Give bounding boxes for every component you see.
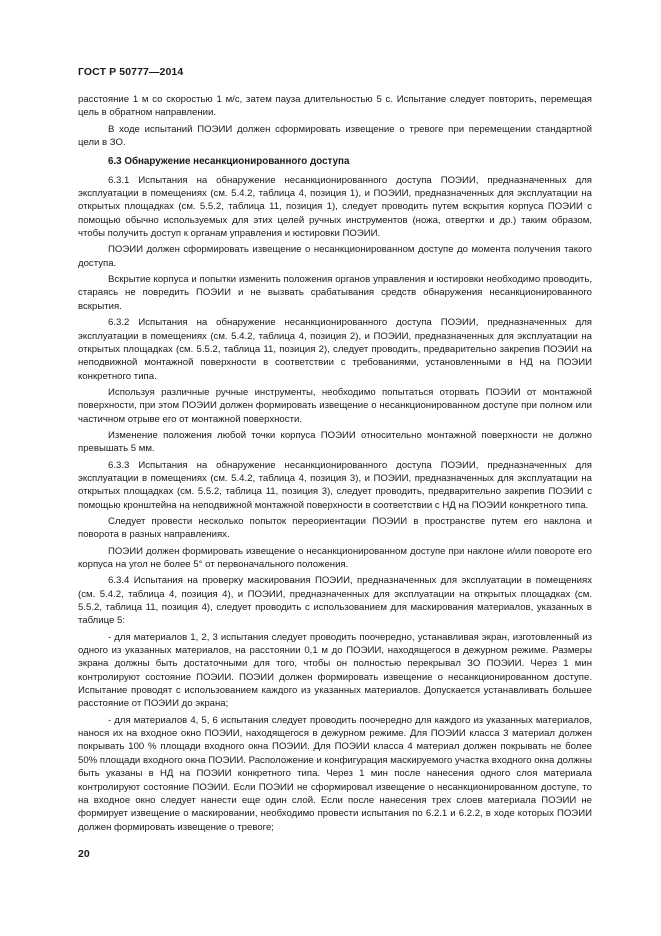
paragraph: 6.3.2 Испытания на обнаружение несанкционированного доступа ПОЭИИ, предназначенных для эксплуатации в помещениях (см. 5.4.2, таблица 4, позиция 2), и ПОЭИИ, предназначенных для эксплуатации на открытых площадках (см. 5.5.2, таблица 11, позиция 2), следует проводить, предварительно закрепив ПОЭИИ на неподвижной монтажной поверхности в соответствии с требованиями, установленными в НД на ПОЭИИ конкретного типа. bbox=[78, 317, 592, 382]
paragraph: Вскрытие корпуса и попытки изменить положения органов управления и юстировки необходимо проводить, стараясь не повредить ПОЭИИ и не вызвать срабатывания средств обнаружения несанкционированного вскрытия. bbox=[78, 274, 592, 312]
paragraph: Следует провести несколько попыток переориентации ПОЭИИ в пространстве путем его наклона и поворота в разных направлениях. bbox=[78, 515, 592, 541]
paragraph: 6.3.1 Испытания на обнаружение несанкционированного доступа ПОЭИИ, предназначенных для эксплуатации в помещениях (см. 5.4.2, таблица 4, позиция 1), и ПОЭИИ, предназначенных для эксплуатации на открытых площадках (см. 5.5.2, таблица 11, позиция 1), следует проводить путем вскрытия корпуса ПОЭИИ с помощью обычно используемых для этих целей ручных инструментов (ножа, отвертки и др.) таким образом, чтобы получить доступ к органам управления и юстировки ПОЭИИ. bbox=[78, 174, 592, 240]
page-number: 20 bbox=[78, 848, 90, 860]
document-body bbox=[78, 93, 592, 837]
paragraph: Изменение положения любой точки корпуса ПОЭИИ относительно монтажной поверхности не должно превышать 5 мм. bbox=[78, 429, 592, 455]
list-item: - для материалов 1, 2, 3 испытания следует проводить поочередно, устанавливая экран, изготовленный из одного из указанных материалов, на расстоянии 0,1 м до ПОЭИИ, находящегося в дежурном режиме. Размеры экрана должны быть достаточными для того, чтобы он полностью перекрывал ЗО ПОЭИИ. Через 1 мин контролируют состояние ПОЭИИ. ПОЭИИ должен формировать извещение о несанкционированном доступе. Испытание проводят с использованием каждого из указанных материалов. Допускается устанавливать большее расстояние от ПОЭИИ до экрана; bbox=[78, 631, 592, 710]
list-item: - для материалов 4, 5, 6 испытания следует проводить поочередно для каждого из указанных материалов, нанося их на входное окно ПОЭИИ, находящегося в дежурном режиме. Для ПОЭИИ класса 3 материал должен покрывать 100 % площади входного окна ПОЭИИ. Для ПОЭИИ класса 4 материал должен покрывать не более 50% площади входного окна ПОЭИИ. Расположение и конфигурация маскируемого участка входного окна должны быть указаны в НД на ПОЭИИ конкретного типа. Через 1 мин после нанесения одного слоя материала контролируют состояние ПОЭИИ. Если ПОЭИИ не сформировал извещение о несанкционированном доступе, то на входное окно следует нанести еще один слой. Если после нанесения трех слоев материала ПОЭИИ не формирует извещение о маскировании, необходимо провести испытания по 6.2.1 и 6.2.2, в ходе которых ПОЭИИ должен формировать извещение о тревоге; bbox=[78, 714, 592, 833]
document-header: ГОСТ Р 50777—2014 bbox=[78, 66, 184, 78]
paragraph: В ходе испытаний ПОЭИИ должен сформировать извещение о тревоге при перемещении стандартной цели в ЗО. bbox=[78, 123, 592, 149]
paragraph: ПОЭИИ должен сформировать извещение о несанкционированном доступе до момента получения такого доступа. bbox=[78, 244, 592, 269]
section-heading: 6.3 Обнаружение несанкционированного доступа bbox=[108, 156, 350, 168]
paragraph: расстояние 1 м со скоростью 1 м/с, затем пауза длительностью 5 с. Испытание следует повторить, перемещая цель в обратном направлении. bbox=[78, 94, 592, 119]
paragraph: ПОЭИИ должен формировать извещение о несанкционированном доступе при наклоне и/или повороте его корпуса на угол не более 5° от первоначального положения. bbox=[78, 545, 592, 570]
paragraph: 6.3.4 Испытания на проверку маскирования ПОЭИИ, предназначенных для эксплуатации в помещениях (см. 5.4.2, таблица 4, позиция 4), и ПОЭИИ, предназначенных для эксплуатации на открытых площадках (см. 5.5.2, таблица 11, позиция 4), следует проводить с использованием для маскирования материалов, указанных в таблице 5: bbox=[78, 575, 592, 627]
paragraph: 6.3.3 Испытания на обнаружение несанкционированного доступа ПОЭИИ, предназначенных для эксплуатации в помещениях (см. 5.4.2, таблица 4, позиция 3), и ПОЭИИ, предназначенных для эксплуатации на открытых площадках (см. 5.5.2, таблица 11, позиция 3), следует проводить, предварительно закрепив ПОЭИИ с помощью кронштейна на неподвижной монтажной поверхности в соответствии с НД на ПОЭИИ конкретного типа. bbox=[78, 459, 592, 511]
paragraph: Используя различные ручные инструменты, необходимо попытаться оторвать ПОЭИИ от монтажной поверхности, при этом ПОЭИИ должен формировать извещение о несанкционированном доступе при полном или частичном отрыве его от монтажной поверхности. bbox=[78, 386, 592, 425]
